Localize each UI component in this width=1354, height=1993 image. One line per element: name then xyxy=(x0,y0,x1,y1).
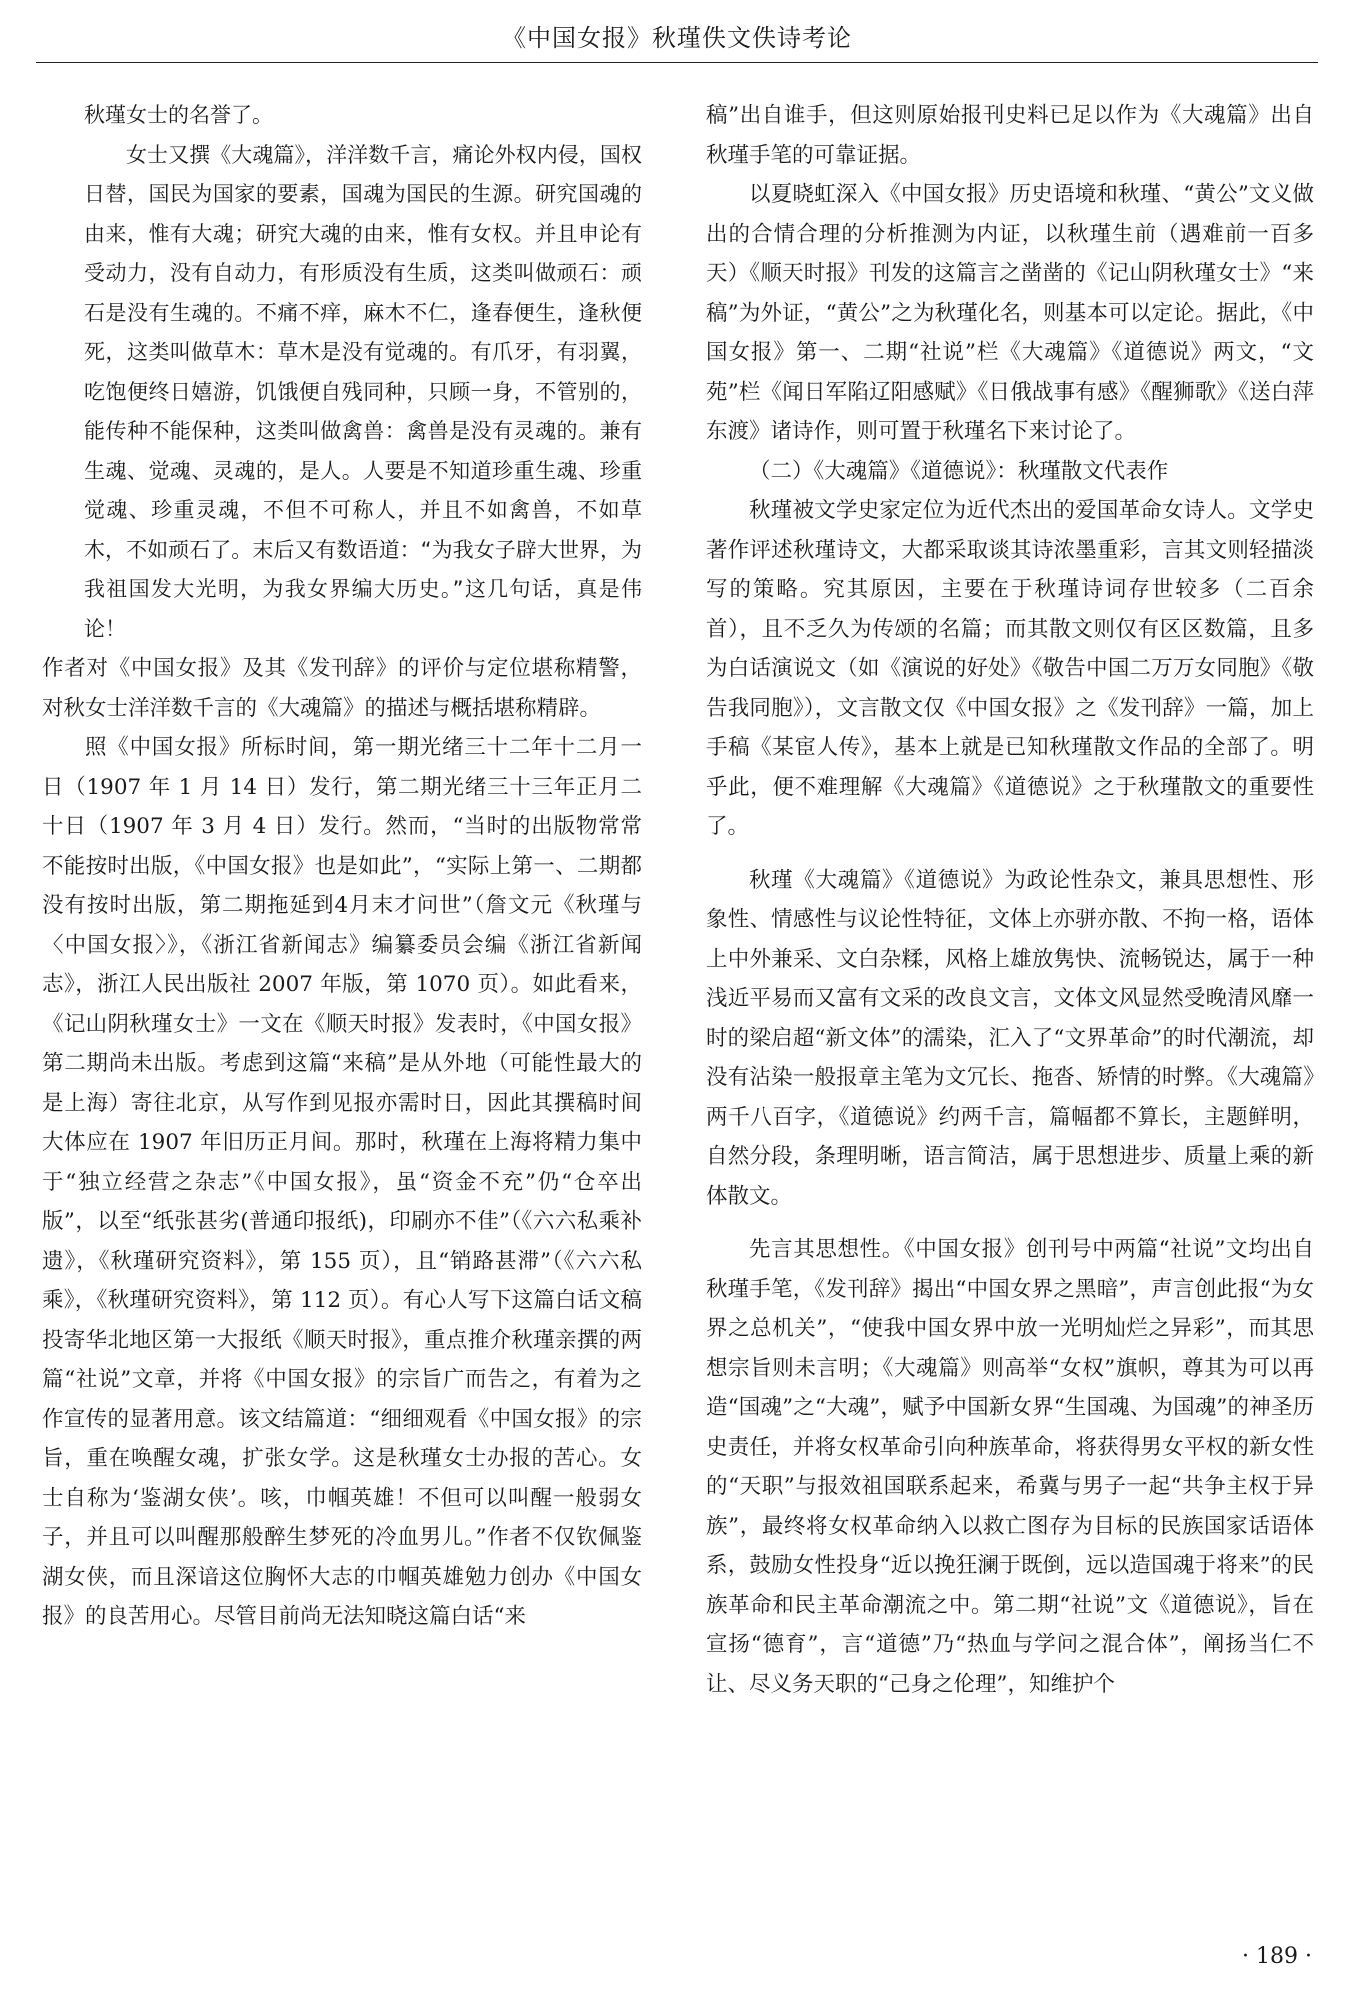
body-paragraph: 秋瑾被文学史家定位为近代杰出的爱国革命女诗人。文学史著作评述秋瑾诗文，大都采取谈其诗浓墨重彩，言其文则轻描淡写的策略。究其原因，主要在于秋瑾诗词存世较多（二百余首），且不乏久为传颂的名篇；而其散文则仅有区区数篇，且多为白话演说文（如《演说的好处》《敬告中国二万万女同胞》《敬告我同胞》），文言散文仅《中国女报》之《发刊辞》一篇，加上手稿《某宦人传》，基本上就是已知秋瑾散文作品的全部了。明乎此，便不难理解《大魂篇》《道德说》之于秋瑾散文的重要性了。 xyxy=(706,498,1314,839)
body-paragraph: 秋瑾《大魂篇》《道德说》为政论性杂文，兼具思想性、形象性、情感性与议论性特征，文体上亦骈亦散、不拘一格，语体上中外兼采、文白杂糅，风格上雄放隽快、流畅锐达，属于一种浅近平易而又富有文采的改良文言，文体文风显然受晚清风靡一时的梁启超“新文体”的濡染，汇入了“文界革命”的时代潮流，却没有沾染一般报章主笔为文冗长、拖沓、矫情的时弊。《大魂篇》两千八百字，《道德说》约两千言，篇幅都不算长，主题鲜明，自然分段，条理明晰，语言简洁，属于思想进步、质量上乘的新体散文。 xyxy=(706,867,1314,1209)
body-paragraph: 作者对《中国女报》及其《发刊辞》的评价与定位堪称精警，对秋女士洋洋数千言的《大魂篇》的描述与概括堪称精辟。 xyxy=(42,656,642,721)
body-paragraph: 照《中国女报》所标时间，第一期光绪三十二年十二月一日（1907 年 1 月 14 日）发行，第二期光绪三十三年正月二十日（1907 年 3 月 4 日）发行。然而，“当时的出版物常常不能按时出版，《中国女报》也是如此”，“实际上第一、二期都没有按时出版，第二期拖延到4月末才问世”（詹文元《秋瑾与〈中国女报〉》，《浙江省新闻志》编纂委员会编《浙江省新闻志》，浙江人民出版社 2007 年版，第 1070 页）。如此看来，《记山阴秋瑾女士》一文在《顺天时报》发表时，《中国女报》第二期尚未出版。考虑到这篇“来稿”是从外地（可能性最大的是上海）寄往北京，从写作到见报亦需时日，因此其撰稿时间大体应在 1907 年旧历正月间。那时，秋瑾在上海将精力集中于“独立经营之杂志”《中国女报》，虽“资金不充”仍“仓卒出版”，以至“纸张甚劣(普通印报纸)，印刷亦不佳”（《六六私乘补遗》，《秋瑾研究资料》，第 155 页），且“销路甚滞”（《六六私乘》，《秋瑾研究资料》，第 112 页）。有心人写下这篇白话文稿投寄华北地区第一大报纸《顺天时报》，重点推介秋瑾亲撰的两篇“社说”文章，并将《中国女报》的宗旨广而告之，有着为之作宣传的显著用意。该文结篇道：“细细观看《中国女报》的宗旨，重在唤醒女魂，扩张女学。这是秋瑾女士办报的苦心。女士自称为‘鉴湖女侠’。咳，巾帼英雄！不但可以叫醒一般弱女子，并且可以叫醒那般醉生梦死的冷血男儿。”作者不仅钦佩鉴湖女侠，而且深谙这位胸怀大志的巾帼英雄勉力创办《中国女报》的良苦用心。尽管目前尚无法知晓这篇白话“来 xyxy=(42,735,642,1629)
body-paragraph: 先言其思想性。《中国女报》创刊号中两篇“社说”文均出自秋瑾手笔，《发刊辞》揭出“中国女界之黑暗”，声言创此报“为女界之总机关”，“使我中国女界中放一光明灿烂之异彩”，而其思想宗旨则未言明；《大魂篇》则高举“女权”旗帜，尊其为可以再造“国魂”之“大魂”，赋予中国新女界“生国魂、为国魂”的神圣历史责任，并将女权革命引向种族革命，将获得男女平权的新女性的“天职”与报效祖国联系起来，希冀与男子一起“共争主权于异族”，最终将女权革命纳入以救亡图存为目标的民族国家话语体系，鼓励女性投身“近以挽狂澜于既倒，远以造国魂于将来”的民族革命和民主革命潮流之中。第二期“社说”文《道德说》，旨在宣扬“德育”，言“道德”乃“热血与学问之混合体”，阐扬当仁不让、尽义务天职的“己身之伦理”，知维护个 xyxy=(706,1237,1314,1697)
paragraph-gap xyxy=(706,847,1314,861)
running-title: 《中国女报》秋瑾佚文佚诗考论 xyxy=(502,24,852,52)
page-number: · 189 · xyxy=(1242,1944,1312,1969)
quote-continuation: 秋瑾女士的名誉了。 xyxy=(84,103,273,127)
body-paragraph: 稿”出自谁手，但这则原始报刊史料已足以作为《大魂篇》出自秋瑾手笔的可靠证据。 xyxy=(706,103,1314,168)
paragraph-gap xyxy=(706,1216,1314,1230)
body-paragraph: 以夏晓虹深入《中国女报》历史语境和秋瑾、“黄公”文义做出的合情合理的分析推测为内证，以秋瑾生前（遇难前一百多天）《顺天时报》刊发的这篇言之凿凿的《记山阴秋瑾女士》“来稿”为外证，“黄公”之为秋瑾化名，则基本可以定论。据此，《中国女报》第一、二期“社说”栏《大魂篇》《道德说》两文，“文苑”栏《闻日军陷辽阳感赋》《日俄战事有感》《醒狮歌》《送白萍东渡》诸诗作，则可置于秋瑾名下来讨论了。 xyxy=(706,182,1314,444)
quote-paragraph: 女士又撰《大魂篇》，洋洋数千言，痛论外权内侵，国权日替，国民为国家的要素，国魂为国民的生源。研究国魂的由来，惟有大魂；研究大魂的由来，惟有女权。并且申论有受动力，没有自动力，有形质没有生质，这类叫做顽石：顽石是没有生魂的。不痛不痒，麻木不仁，逢春便生，逢秋便死，这类叫做草木：草木是没有觉魂的。有爪牙，有羽翼，吃饱便终日嬉游，饥饿便自残同种，只顾一身，不管别的，能传种不能保种，这类叫做禽兽：禽兽是没有灵魂的。兼有生魂、觉魂、灵魂的，是人。人要是不知道珍重生魂、珍重觉魂、珍重灵魂，不但不可称人，并且不如禽兽，不如草木，不如顽石了。末后又有数语道：“为我女子辟大世界，为我祖国发大光明，为我女界编大历史。”这几句话，真是伟论！ xyxy=(84,142,642,641)
header-rule xyxy=(36,62,1318,63)
right-column xyxy=(706,96,1314,1704)
section-heading: （二）《大魂篇》《道德说》：秋瑾散文代表作 xyxy=(749,458,1169,484)
left-column xyxy=(42,96,642,1637)
